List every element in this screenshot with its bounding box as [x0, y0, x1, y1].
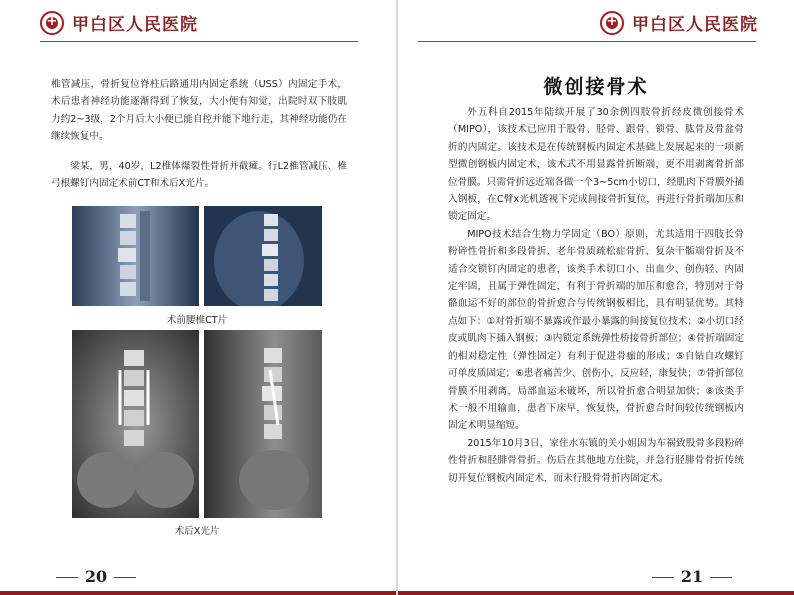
footer-bar	[398, 591, 794, 595]
hospital-logo-icon	[600, 11, 624, 35]
paragraph: 2015年10月3日，家住水东镇的关小姐因为车祸致股骨多段粉碎性骨折和胫腓骨骨折。伤后在其他地方住院，并急行胫腓骨骨折传统切开复位钢板内固定术，而未行股骨骨折内固定术。	[448, 437, 744, 484]
paragraph: 外五科自2015年陆续开展了30余例四肢骨折经皮微创接骨术（MIPO），该技术已应用于股骨、胫骨、跟骨、锁骨、肱骨及骨盆骨折的内固定。该技术是在传统钢板内固定术基础上发展起来的一项新型微创钢板内固定术，该术式不用显露骨折断端，更不用剥离骨折部位骨膜。只需骨折远近端各做一个3~5cm小切口，经肌肉下骨膜外插入钢板，在C臂x光机透视下完成间接骨折复位，再进行骨折端加压和锁定固定。	[448, 107, 744, 223]
footer-bar	[0, 591, 396, 595]
ct-photo-1	[72, 206, 199, 306]
right-body-text	[448, 104, 744, 487]
left-footer	[0, 565, 396, 595]
left-page	[0, 0, 396, 595]
hospital-name: 甲白区人民医院	[632, 15, 758, 35]
paragraph: 梁某，男，40岁，L2椎体爆裂性骨折并截瘫。行L2椎管减压、椎弓根螺钉内固定术前CT和术后X光片。	[51, 160, 347, 190]
page-number: 21	[632, 567, 752, 586]
xray-photo-1	[72, 330, 199, 518]
xray-photo-2	[204, 330, 322, 518]
right-header	[600, 10, 758, 35]
article-title: 微创接骨术	[543, 76, 649, 98]
paragraph: 椎管减压，骨折复位脊柱后路通用内固定系统（USS）内固定手术，术后患者神经功能逐渐得到了恢复，大小便有知觉，出院时双下肢肌力约2~3级，2个月后大小便已能自控并能下地行走，其神经功能仍在继续恢复中。	[51, 79, 347, 143]
header-rule	[40, 41, 358, 42]
left-header	[40, 10, 198, 35]
left-body-text	[51, 76, 347, 192]
right-footer	[398, 565, 794, 595]
hospital-logo-icon	[40, 11, 64, 35]
paragraph: MIPO技术结合生物力学固定（BO）原则，尤其适用于四肢长骨粉碎性骨折和多段骨折、老年骨质疏松症骨折、复杂干骺端骨折及不适合交锁钉内固定的患者，该类手术切口小、出血少、创伤轻、内固定牢固，且属于弹性固定，有利于骨折端的加压和愈合，特别对于骨骼血运不好的部位的骨折愈合与传统钢板相比，具有明显优势。其特点如下：①对骨折端不暴露或作最小暴露的间接复位技术；②小切口经皮或肌肉下插入钢板；③内锁定系统弹性桥接骨折部位；④骨折端固定的相对稳定性（弹性固定）有利于促进骨痂的形成；⑤自钻自攻螺钉可单皮质固定；⑥患者痛苦少、创伤小，反应轻，康复快；⑦骨折部位骨膜不用剥离，局部血运未破坏，所以骨折愈合明显加快；⑧该类手术一般不用输血，患者下床早，恢复快，骨折愈合时间较传统钢板内固定术明显缩短。	[448, 228, 744, 432]
hospital-name: 甲白区人民医院	[72, 15, 198, 35]
page-number: 20	[36, 567, 156, 586]
header-rule	[418, 41, 756, 42]
right-page	[398, 0, 794, 595]
caption-xray: 术后X光片	[174, 526, 220, 537]
caption-ct: 术前腰椎CT片	[166, 315, 228, 326]
ct-photo-2	[204, 206, 322, 306]
